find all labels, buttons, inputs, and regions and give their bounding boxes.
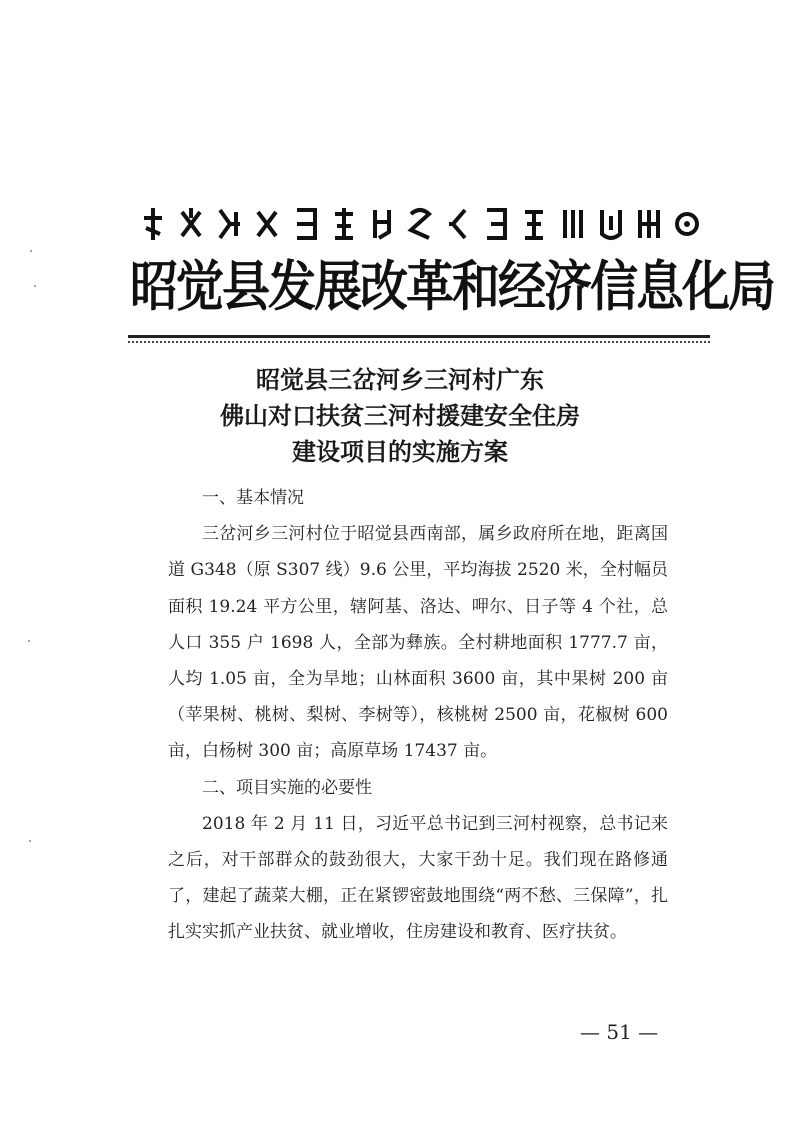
yi-glyph bbox=[140, 204, 166, 244]
scan-speck bbox=[28, 640, 30, 642]
yi-glyph bbox=[483, 204, 509, 244]
yi-glyph bbox=[293, 204, 319, 244]
divider-dotted-line bbox=[128, 341, 710, 343]
section-paragraph: 2018 年 2 月 11 日，习近平总书记到三河村视察，总书记来之后，对干部群众的鼓劲很大，大家干劲十足。我们现在路修通了，建起了蔬菜大棚，正在紧锣密鼓地围绕“两不愁、三保障”，扎扎实实抓产业扶贫、就业增收，住房建设和教育、医疗扶贫。 bbox=[168, 813, 668, 943]
scan-speck bbox=[30, 250, 32, 252]
org-name: 昭觉县发展改革和经济信息化局 bbox=[130, 255, 775, 319]
document-title bbox=[180, 362, 620, 470]
yi-glyph bbox=[178, 204, 204, 244]
title-line: 佛山对口扶贫三河村援建安全住房 bbox=[220, 402, 580, 430]
yi-glyph bbox=[560, 204, 586, 244]
yi-glyph bbox=[407, 204, 433, 244]
document-body bbox=[168, 480, 668, 951]
page-number: — 51 — bbox=[580, 1020, 659, 1044]
section-paragraph: 三岔河乡三河村位于昭觉县西南部，属乡政府所在地，距离国道 G348（原 S307 线）9.6 公里，平均海拔 2520 米，全村幅员面积 19.24 平方公里，辖阿基、洛达、呷尔、日子等 4 个社，总人口 355 户 1698 人，全部为彝族。全村耕地面积 1777.7 亩，人均 1.05 亩，全为旱地；山林面积 3600 亩，其中果树 200 亩（苹果树、桃树、梨树、李树等），核桃树 2500 亩，花椒树 600 亩，白杨树 300 亩；高原草场 17437 亩。 bbox=[168, 524, 668, 762]
yi-glyph bbox=[445, 204, 471, 244]
title-line: 建设项目的实施方案 bbox=[292, 438, 508, 466]
scan-speck bbox=[29, 840, 31, 842]
yi-glyph bbox=[521, 204, 547, 244]
divider-thick-line bbox=[128, 335, 710, 338]
yi-script-line bbox=[140, 200, 700, 248]
yi-glyph bbox=[254, 204, 280, 244]
title-line: 昭觉县三岔河乡三河村广东 bbox=[256, 366, 544, 394]
yi-glyph bbox=[216, 204, 242, 244]
section-heading: 二、项目实施的必要性 bbox=[202, 777, 372, 798]
yi-glyph bbox=[636, 204, 662, 244]
yi-glyph bbox=[369, 204, 395, 244]
yi-glyph bbox=[598, 204, 624, 244]
scan-speck bbox=[34, 285, 36, 287]
yi-glyph bbox=[674, 204, 700, 244]
yi-glyph bbox=[331, 204, 357, 244]
header-divider bbox=[128, 335, 710, 345]
section-heading: 一、基本情况 bbox=[202, 488, 304, 508]
